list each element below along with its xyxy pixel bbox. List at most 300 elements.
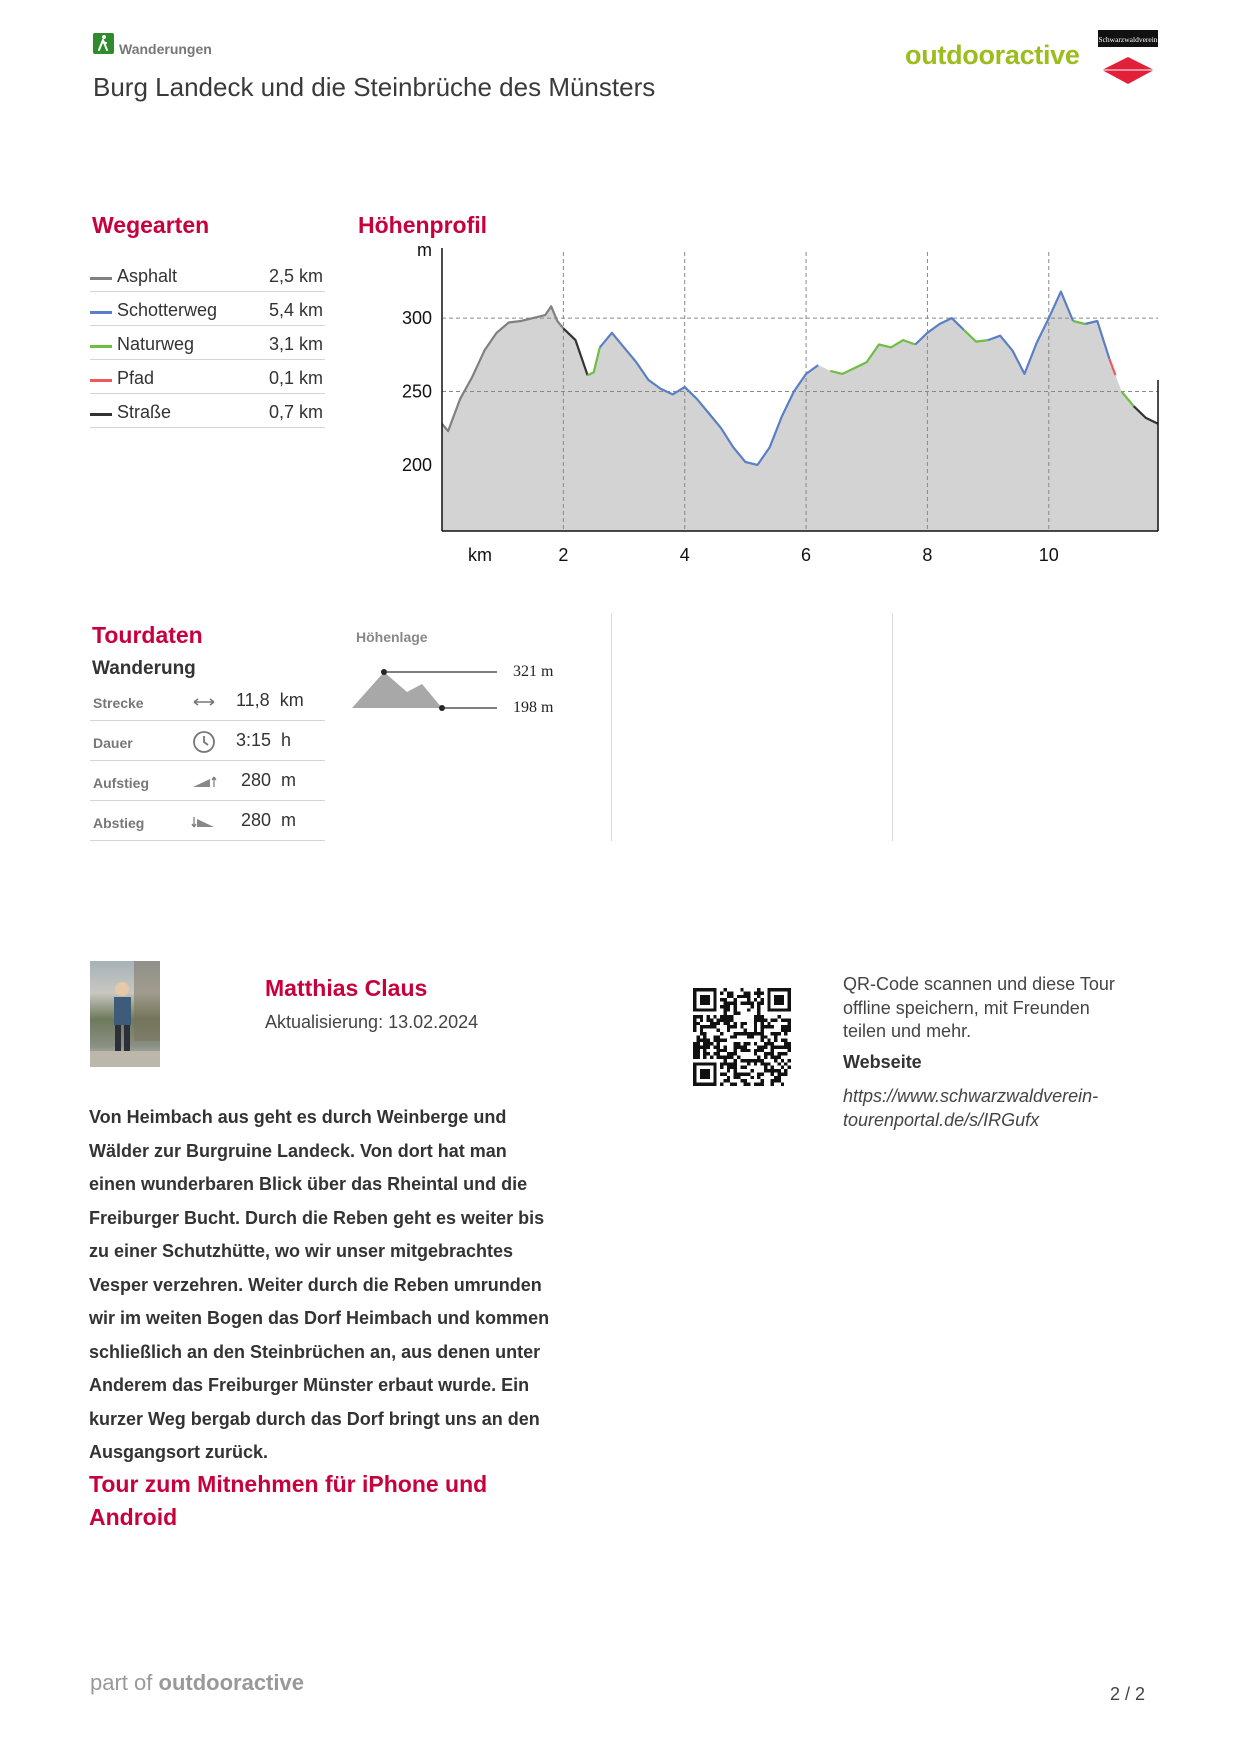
description-line: Anderem das Freiburger Münster erbaut wurde. Ein [89, 1375, 530, 1395]
qr-module [764, 1056, 767, 1059]
qr-module [700, 1076, 703, 1079]
qr-module [757, 1059, 760, 1062]
qr-module [740, 1025, 743, 1028]
qr-module [693, 1015, 696, 1018]
elevation-area [442, 292, 1158, 531]
update-date: Aktualisierung: 13.02.2024 [265, 1012, 479, 1032]
qr-module [784, 1042, 787, 1045]
qr-module [734, 1066, 737, 1069]
qr-module [727, 1015, 730, 1018]
qr-module [771, 1079, 774, 1082]
qr-module [713, 1045, 716, 1048]
qr-module [771, 1083, 774, 1086]
qr-module [727, 1005, 730, 1008]
qr-module [700, 1062, 703, 1065]
qr-module [713, 1072, 716, 1075]
qr-module [710, 1022, 713, 1025]
qr-module [707, 995, 710, 998]
qr-module [723, 998, 726, 1001]
qr-module [754, 1018, 757, 1021]
qr-module [744, 1045, 747, 1048]
wegeart-length: 3,1 km [268, 334, 323, 354]
qr-module [774, 1002, 777, 1005]
qr-module [737, 1042, 740, 1045]
qr-module [784, 1025, 787, 1028]
qr-module [707, 1083, 710, 1086]
qr-module [707, 1002, 710, 1005]
qr-module [703, 1076, 706, 1079]
qr-module [767, 998, 770, 1001]
qr-module [717, 1029, 720, 1032]
qr-module [761, 998, 764, 1001]
qr-module [696, 1035, 699, 1038]
author-photo [90, 961, 160, 1067]
qr-module [757, 1056, 760, 1059]
qr-module [747, 998, 750, 1001]
qr-module [750, 1005, 753, 1008]
qr-module [777, 1079, 780, 1082]
app-heading-line: Tour zum Mitnehmen für iPhone und [89, 1471, 488, 1497]
wegeart-name: Straße [117, 402, 172, 422]
tourdaten-label: Dauer [93, 735, 133, 751]
qr-module [784, 1069, 787, 1072]
qr-module [764, 1062, 767, 1065]
qr-module [693, 1083, 696, 1086]
qr-module [740, 1072, 743, 1075]
qr-module [761, 1025, 764, 1028]
qr-module [757, 1083, 760, 1086]
qr-module [720, 1032, 723, 1035]
qr-module [703, 1002, 706, 1005]
qr-module [761, 1072, 764, 1075]
qr-module [761, 1062, 764, 1065]
qr-module [774, 1069, 777, 1072]
qr-module [693, 1052, 696, 1055]
qr-module [730, 995, 733, 998]
qr-module [723, 988, 726, 991]
qr-module [703, 1039, 706, 1042]
qr-module [747, 1032, 750, 1035]
qr-module [730, 1018, 733, 1021]
qr-module [754, 1062, 757, 1065]
description-line: schließlich an den Steinbrüchen an, aus denen unter [89, 1341, 541, 1362]
qr-code[interactable] [693, 988, 791, 1086]
qr-module [754, 1032, 757, 1035]
qr-module [771, 1032, 774, 1035]
qr-module [784, 1032, 787, 1035]
qr-module [767, 988, 770, 991]
qr-module [700, 1029, 703, 1032]
qr-module [707, 1015, 710, 1018]
qr-module [744, 1042, 747, 1045]
tourdaten-value [236, 730, 291, 751]
qr-module [781, 1025, 784, 1028]
qr-hint-line: QR-Code scannen und diese Tour [843, 974, 1115, 994]
qr-module [693, 1022, 696, 1025]
qr-module [754, 1083, 757, 1086]
qr-module [757, 1008, 760, 1011]
qr-module [740, 1059, 743, 1062]
qr-module [720, 1056, 723, 1059]
qr-module [761, 1039, 764, 1042]
qr-module [784, 1029, 787, 1032]
qr-module [734, 1042, 737, 1045]
qr-module [781, 1072, 784, 1075]
qr-module [744, 1032, 747, 1035]
wegeart-name: Schotterweg [117, 300, 218, 320]
qr-module [717, 1042, 720, 1045]
qr-module [703, 1069, 706, 1072]
qr-module [713, 998, 716, 1001]
tourdaten-unit: m [281, 770, 297, 790]
tourdaten-value [241, 770, 296, 791]
qr-module [771, 1042, 774, 1045]
qr-module [788, 1025, 791, 1028]
qr-module [774, 998, 777, 1001]
qr-module [693, 1025, 696, 1028]
qr-module [757, 1045, 760, 1048]
qr-module [693, 988, 696, 991]
qr-module [740, 1045, 743, 1048]
qr-module [767, 995, 770, 998]
qr-module [764, 1018, 767, 1021]
x-axis-unit: km [468, 545, 492, 565]
qr-module [767, 1008, 770, 1011]
tourdaten-row [90, 721, 325, 761]
qr-module [713, 1022, 716, 1025]
qr-module [737, 1012, 740, 1015]
qr-module [730, 1025, 733, 1028]
qr-module [744, 1079, 747, 1082]
qr-module [727, 1052, 730, 1055]
qr-module [713, 1069, 716, 1072]
qr-module [784, 1052, 787, 1055]
website-link[interactable] [843, 1085, 1143, 1132]
page-title: Burg Landeck und die Steinbrüche des Münsters [93, 72, 656, 102]
qr-module [754, 1059, 757, 1062]
qr-module [781, 1083, 784, 1086]
wegeart-length: 0,1 km [268, 368, 323, 388]
qr-module [700, 1018, 703, 1021]
qr-module [771, 1072, 774, 1075]
qr-module [727, 1079, 730, 1082]
qr-module [771, 1018, 774, 1021]
website-link-line[interactable]: tourenportal.de/s/IRGufx [843, 1109, 1040, 1130]
qr-module [764, 1035, 767, 1038]
qr-module [788, 1042, 791, 1045]
qr-module [777, 1076, 780, 1079]
qr-module [713, 1076, 716, 1079]
qr-module [744, 1029, 747, 1032]
qr-module [740, 995, 743, 998]
description-line: zu einer Schutzhütte, wo wir unser mitgebrachtes [89, 1241, 514, 1261]
qr-module [747, 1035, 750, 1038]
qr-module [788, 1029, 791, 1032]
qr-module [707, 988, 710, 991]
qr-module [696, 1049, 699, 1052]
qr-module [764, 1069, 767, 1072]
qr-module [696, 1045, 699, 1048]
qr-module [713, 1066, 716, 1069]
description-line: kurzer Weg bergab durch das Dorf bringt uns an den [89, 1408, 540, 1429]
qr-module [696, 1083, 699, 1086]
qr-module [777, 1072, 780, 1075]
qr-module [727, 1056, 730, 1059]
qr-module [777, 1032, 780, 1035]
qr-module [761, 1015, 764, 1018]
qr-module [696, 1062, 699, 1065]
wegeart-name: Naturweg [117, 334, 195, 354]
qr-module [761, 1022, 764, 1025]
qr-module [788, 1018, 791, 1021]
footer-brand [90, 1670, 304, 1696]
qr-module [720, 1072, 723, 1075]
qr-module [720, 1039, 723, 1042]
qr-module [774, 1079, 777, 1082]
qr-module [757, 991, 760, 994]
qr-module [767, 1069, 770, 1072]
qr-module [693, 1008, 696, 1011]
qr-module [693, 995, 696, 998]
description-line: Wälder zur Burgruine Landeck. Von dort hat man [89, 1140, 507, 1161]
qr-module [727, 1018, 730, 1021]
qr-module [734, 1025, 737, 1028]
qr-module [750, 1069, 753, 1072]
qr-module [764, 1025, 767, 1028]
qr-module [781, 995, 784, 998]
qr-module [703, 998, 706, 1001]
qr-module [713, 1005, 716, 1008]
qr-module [754, 1022, 757, 1025]
qr-module [723, 1049, 726, 1052]
qr-module [707, 1072, 710, 1075]
qr-module [757, 1049, 760, 1052]
qr-module [781, 988, 784, 991]
qr-module [707, 1008, 710, 1011]
qr-module [774, 1039, 777, 1042]
wegeart-length: 2,5 km [268, 266, 323, 286]
website-link-line[interactable]: https://www.schwarzwaldverein- [843, 1086, 1099, 1106]
qr-module [723, 1005, 726, 1008]
wegeart-length: 5,4 km [268, 300, 323, 320]
min-altitude: 198 m [513, 699, 554, 716]
qr-module [734, 1012, 737, 1015]
qr-module [720, 998, 723, 1001]
qr-module [744, 1083, 747, 1086]
qr-module [693, 1066, 696, 1069]
qr-module [747, 1042, 750, 1045]
qr-module [737, 1072, 740, 1075]
qr-module [734, 1069, 737, 1072]
qr-module [713, 1079, 716, 1082]
qr-module [777, 988, 780, 991]
qr-module [754, 991, 757, 994]
qr-module [734, 1022, 737, 1025]
qr-module [734, 1005, 737, 1008]
qr-module [727, 1069, 730, 1072]
qr-module [744, 995, 747, 998]
qr-module [767, 1005, 770, 1008]
qr-module [730, 1083, 733, 1086]
qr-module [788, 1005, 791, 1008]
qr-module [734, 1062, 737, 1065]
page-number: 2 / 2 [1110, 1684, 1146, 1704]
description-line: einen wunderbaren Blick über das Rheintal und die [89, 1174, 528, 1194]
y-tick-label: 300 [401, 308, 432, 329]
qr-module [744, 1002, 747, 1005]
qr-module [723, 1072, 726, 1075]
qr-module [700, 1045, 703, 1048]
qr-module [761, 991, 764, 994]
qr-module [700, 1083, 703, 1086]
qr-module [788, 1002, 791, 1005]
schwarzwaldverein-logo [1098, 30, 1158, 86]
qr-module [723, 1045, 726, 1048]
qr-module [723, 1059, 726, 1062]
qr-module [771, 1056, 774, 1059]
qr-module [734, 1032, 737, 1035]
tourdaten-unit: m [281, 810, 297, 830]
column-divider [611, 613, 612, 841]
column-divider [892, 613, 893, 841]
qr-module [744, 1059, 747, 1062]
description-line: Ausgangsort zurück. [89, 1442, 269, 1462]
qr-module [710, 1025, 713, 1028]
qr-module [727, 1022, 730, 1025]
qr-module [723, 1056, 726, 1059]
qr-module [713, 1008, 716, 1011]
qr-module [696, 1015, 699, 1018]
tourdaten-row [90, 681, 325, 721]
qr-module [693, 1076, 696, 1079]
qr-module [730, 1002, 733, 1005]
qr-module [703, 1042, 706, 1045]
qr-module [707, 998, 710, 1001]
qr-module [720, 1018, 723, 1021]
qr-module [723, 1062, 726, 1065]
qr-module [767, 1052, 770, 1055]
qr-module [747, 1002, 750, 1005]
qr-module [713, 1052, 716, 1055]
qr-module [727, 1066, 730, 1069]
qr-module [693, 1002, 696, 1005]
qr-module [734, 1083, 737, 1086]
qr-module [757, 1012, 760, 1015]
qr-module [727, 995, 730, 998]
qr-module [720, 1062, 723, 1065]
distance-arrows-icon [191, 690, 217, 714]
qr-module [761, 1049, 764, 1052]
wegeart-row [90, 394, 325, 428]
qr-module [703, 1032, 706, 1035]
qr-module [777, 1045, 780, 1048]
qr-module [703, 1008, 706, 1011]
qr-module [788, 995, 791, 998]
tourdaten-number: 3:15 [236, 730, 272, 750]
qr-module [767, 1025, 770, 1028]
qr-module [754, 1029, 757, 1032]
wegeart-row [90, 258, 325, 292]
qr-module [707, 1045, 710, 1048]
qr-module [777, 1062, 780, 1065]
qr-module [754, 1049, 757, 1052]
qr-module [693, 1072, 696, 1075]
qr-module [747, 995, 750, 998]
qr-module [696, 1042, 699, 1045]
qr-module [771, 1049, 774, 1052]
qr-module [757, 988, 760, 991]
qr-module [784, 988, 787, 991]
qr-module [744, 1072, 747, 1075]
qr-module [700, 998, 703, 1001]
qr-module [723, 1022, 726, 1025]
qr-module [727, 1002, 730, 1005]
qr-module [727, 1029, 730, 1032]
tourdaten-number: 280 [241, 810, 272, 830]
author-name: Matthias Claus [265, 975, 428, 1001]
qr-module [693, 1062, 696, 1065]
qr-module [747, 1083, 750, 1086]
qr-module [717, 1049, 720, 1052]
qr-module [710, 988, 713, 991]
qr-module [717, 1039, 720, 1042]
qr-module [757, 995, 760, 998]
qr-module [774, 1032, 777, 1035]
qr-module [767, 1042, 770, 1045]
qr-hint-line: offline speichern, mit Freunden [843, 997, 1090, 1018]
qr-module [730, 1056, 733, 1059]
qr-module [707, 1052, 710, 1055]
qr-module [740, 1032, 743, 1035]
qr-module [710, 1018, 713, 1021]
qr-module [774, 1045, 777, 1048]
qr-module [747, 1059, 750, 1062]
qr-module [774, 1056, 777, 1059]
qr-module [754, 1042, 757, 1045]
qr-module [774, 1035, 777, 1038]
footer-part-of: part of [90, 1670, 153, 1695]
qr-module [740, 1066, 743, 1069]
qr-module [713, 1039, 716, 1042]
tourdaten-label: Aufstieg [93, 775, 149, 791]
qr-module [757, 1005, 760, 1008]
qr-module [750, 1032, 753, 1035]
qr-module [764, 1045, 767, 1048]
description-line: wir im weiten Bogen das Dorf Heimbach und kommen [89, 1308, 550, 1328]
qr-module [774, 995, 777, 998]
activity-type: Wanderung [92, 658, 196, 679]
qr-module [734, 1059, 737, 1062]
qr-module [784, 1018, 787, 1021]
qr-module [774, 1008, 777, 1011]
qr-module [777, 995, 780, 998]
wegeart-color-swatch [90, 345, 112, 348]
tourdaten-label: Strecke [93, 695, 144, 711]
qr-module [707, 1018, 710, 1021]
qr-module [703, 1072, 706, 1075]
wegeart-color-swatch [90, 277, 112, 280]
qr-module [784, 1039, 787, 1042]
qr-module [750, 1035, 753, 1038]
qr-module [713, 1083, 716, 1086]
qr-module [723, 1018, 726, 1021]
qr-module [744, 1049, 747, 1052]
qr-module [723, 1039, 726, 1042]
qr-module [781, 1045, 784, 1048]
qr-module [744, 1022, 747, 1025]
qr-module [713, 1002, 716, 1005]
category-label: Wanderungen [119, 41, 212, 57]
